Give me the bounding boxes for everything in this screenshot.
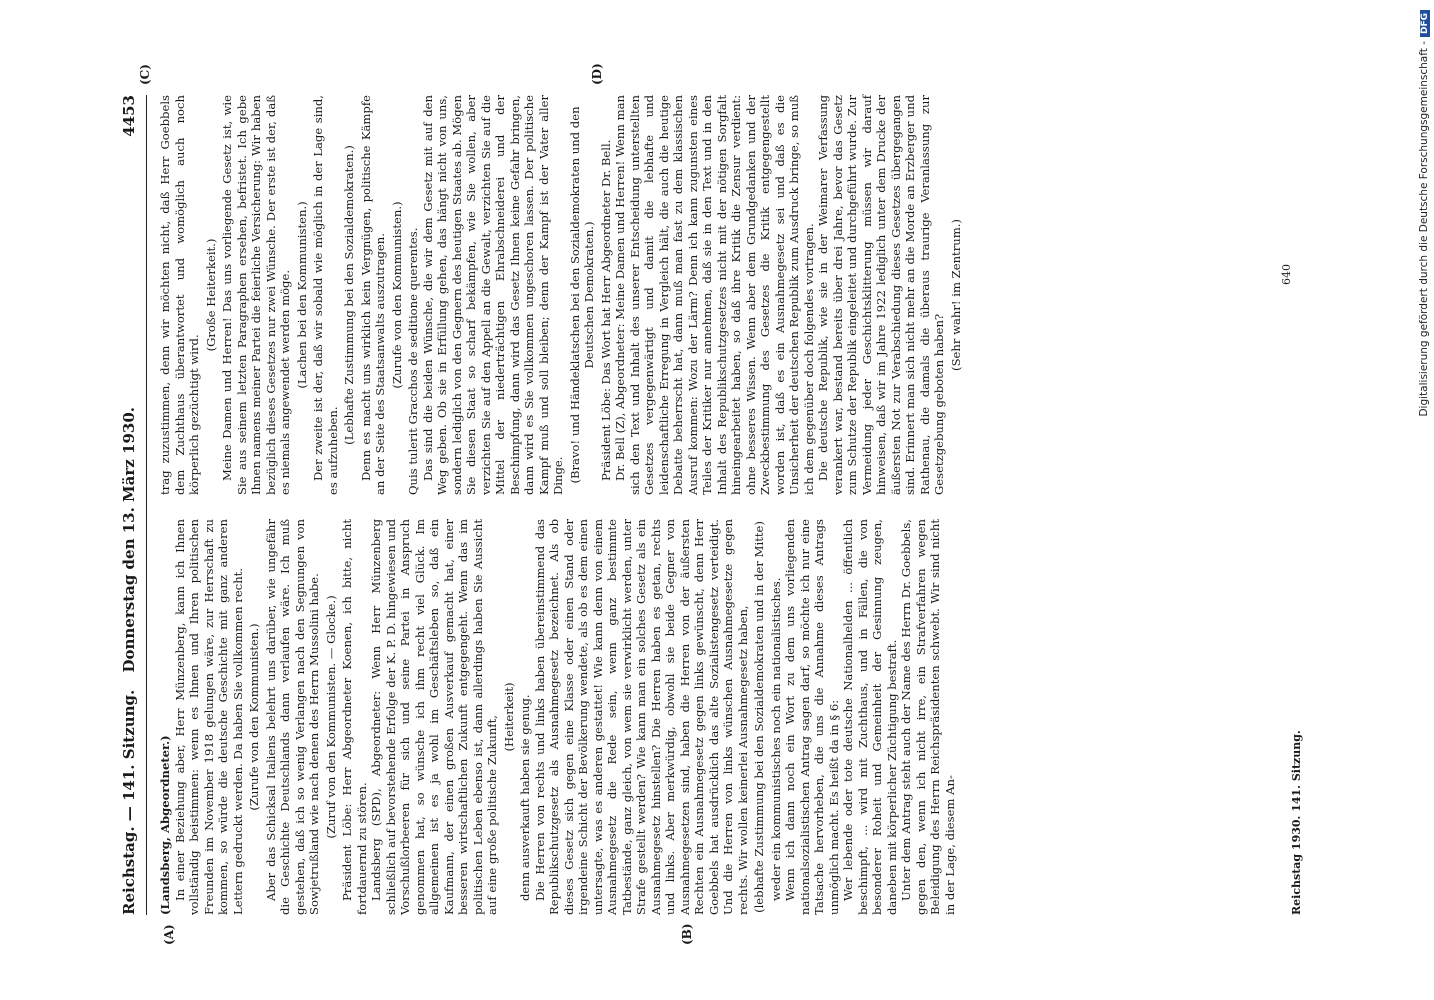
paragraph: In einer Beziehung aber, Herr Münzenberg, kann ich Ihnen vollständig beistimmen: wenn es Ihnen und Ihren politischen Freunden im November 1918 gelungen wäre, zur Herrschaft zu kommen, so würde die deutsche Geschichte mit ganz anderen Lettern gedruckt werden. Da haben Sie vollkommen recht. [172, 519, 245, 915]
paragraph: Die deutsche Republik, wie sie in der Weimarer Verfassung verankert war, bestand bereits über drei Jahre, bevor das Gesetz zum Schutze der Republik eingeleitet und durchgeführt wurde. Zur Vermeidung jeder Geschichtsklitterung müssen wir darauf hinweisen, daß wir im Jahre 1922 lediglich unter dem Drucke der äußersten Not zur Verabschiedung dieses Gesetzes übergegangen sind. Erinnert man sich nicht mehr an die Morde an Erzberger und Rathenau, die damals die überaus traurige Veranlassung zur Gesetzgebung geboten haben? [816, 95, 946, 495]
margin-marker-c: (C) [138, 64, 152, 85]
header-date-text: Donnerstag den 13. März 1930. [120, 407, 138, 673]
header-session [120, 407, 138, 915]
page-header [120, 95, 147, 915]
credit-text: Digitalisierung gefördert durch die Deutsche Forschungsgemeinschaft - [1418, 41, 1430, 417]
paragraph: Denn es macht uns wirklich kein Vergnügen, politische Kämpfe an der Seite des Staatsanwalts auszutragen. [358, 95, 387, 495]
interjection: (Lebhafte Zustimmung bei den Sozialdemokraten.) [342, 145, 356, 445]
paragraph: Präsident Löbe: Das Wort hat Herr Abgeordneter Dr. Bell. [598, 139, 613, 481]
page-number: 4453 [120, 95, 138, 137]
paragraph: Präsident Löbe: Herr Abgeordneter Koenen, ich bitte, nicht fortdauernd zu stören. [340, 519, 369, 915]
header-left-text: Reichstag. — 141. Sitzung. [120, 689, 138, 915]
margin-marker-a: (A) [162, 924, 176, 945]
interjection: (Zurufe von den Kommunisten.) [247, 623, 261, 811]
paragraph: Meine Damen und Herren! Das uns vorliegende Gesetz ist, wie Sie aus seinem letzten Paragraphen ersehen, befristet. Ich gebe Ihnen namens meiner Partei die feierliche Versicherung: Wir haben bezüglich dieses Gesetzes nur zwei Wünsche. Der erste ist der, daß es niemals angewendet werden möge. [220, 95, 292, 495]
interjection: (Bravo! und Händeklatschen bei den Sozialdemokraten und den Deutschen Demokraten.) [567, 106, 596, 484]
paragraph: Der zweite ist der, daß wir sobald wie möglich in der Lage sind, es aufzuheben. [311, 95, 340, 495]
paragraph: trag zuzustimmen, denn wir möchten nicht, daß Herr Goebbels dem Zuchthaus überantwortet und womöglich auch noch körperlich gezüchtigt wird. [158, 95, 201, 495]
paragraph: Dr. Bell (Z), Abgeordneter: Meine Damen und Herren! Wenn man sich den Text und Inhalt des unserer Entscheidung unterstellten Gesetzes vergegenwärtigt und damit die lebhafte und leidenschaftliche Erregung in Vergleich hält, die auch die heutige Debatte beherrscht hat, dann muß man fast zu dem klassischen Ausruf kommen: Wozu der Lärm? Denn ich kann zugunsten eines Teiles der Kritiker nur annehmen, daß sie in den Text und in den Inhalt des Republikschutzgesetzes nicht mit der nötigen Sorgfalt hineingearbeitet haben, so daß ihre Kritik die Zensur verdient: ohne besseres Wissen. Wenn aber dem Grundgedanken und der Zweckbestimmung des Gesetzes die Kritik entgegengestellt worden ist, daß es ein Ausnahmegesetz sei und daß es die Unsicherheit der deutschen Republik zum Ausdruck bringe, so muß ich dem gegenüber doch folgendes vortragen. [613, 95, 816, 495]
interjection: (Zuruf von den Kommunisten. — Glocke.) [323, 595, 338, 839]
interjection: (Sehr wahr! im Zentrum.) [948, 219, 963, 371]
speaker-heading: (Landsberg, Abgeordneter.) [158, 735, 172, 915]
paragraph: Die Herren von rechts und links haben übereinstimmend das Republikschutzgesetz als Ausnahmegesetz bezeichnet. Als ob dieses Gesetz sich gegen eine Klasse oder einen Stand oder irgendeine Schicht der Bevölkerung wendete, als ob es dem einen untersagte, was es anderen gestattet! Wie kann denn von einem Ausnahmegesetz die Rede sein, wenn ganz bestimmte Tatbestände, ganz gleich, von wem sie verwirklicht werden, unter Strafe gestellt werden? Wie kann man ein solches Gesetz als ein Ausnahmegesetz hinstellen? Die Herren haben es getan, rechts und links. Aber merkwürdig, obwohl sie beide Gegner von Ausnahmegesetzen sind, haben die Herren von der äußersten Rechten ein Ausnahmegesetz gegen links gewünscht, denn Herr Goebbels hat ausdrücklich das alte Sozialistengesetz verteidigt. Und die Herren von links wünschen Ausnahmegesetze gegen rechts. Wir wollen keinerlei Ausnahmegesetz haben, [532, 519, 750, 915]
paragraph: Landsberg (SPD), Abgeordneter: Wenn Herr Münzenberg schließlich auf bevorstehende Erfolge der K. P. D. hingewiesen und Vorschußlorbeeren für sich und seine Partei in Anspruch genommen hat, so wünsche ich ihm recht viel Glück. Im allgemeinen ist es ja wohl im Geschäftsleben so, daß ein Kaufmann, der einen großen Ausverkauf gemacht hat, einer besseren wirtschaftlichen Zukunft entgegengeht. Wenn das im politischen Leben ebenso ist, dann allerdings haben Sie Aussicht auf eine große politische Zukunft, [369, 519, 499, 915]
interjection: (Lachen bei den Kommunisten.) [294, 201, 309, 389]
digitization-credit [1418, 10, 1432, 990]
sheet-number: 640 [1280, 264, 1293, 285]
dfg-logo: DFG [1420, 10, 1430, 37]
paragraph: weder ein kommunistisches noch ein nationalistisches. [768, 577, 783, 901]
left-column [158, 519, 957, 915]
document-page [80, 45, 1350, 955]
paragraph: Wenn ich dann noch ein Wort zu dem uns vorliegenden nationalsozialistischen Antrag sagen darf, so möchte ich nur eine Tatsache hervorheben, die uns die Annahme dieses Antrags unmöglich macht. Es heißt da in § 6: [783, 519, 841, 915]
page-content [80, 63, 1340, 945]
right-column [158, 95, 965, 495]
paragraph: Aber das Schicksal Italiens belehrt uns darüber, wie ungefähr die Geschichte Deutschlands dann verlaufen wäre. Ich muß gestehen, daß ich so wenig Verlangen nach den Segnungen von Sowjetrußland wie nach denen des Herrn Mussolini habe. [263, 519, 321, 915]
paragraph: denn ausverkauft haben sie genug. [518, 694, 532, 901]
interjection: (Große Heiterkeit.) [203, 238, 218, 352]
margin-marker-d: (D) [590, 63, 604, 85]
paragraph: Unter dem Antrag steht auch der Name des Herrn Dr. Goebbels, gegen den, wenn ich nicht irre, ein Strafverfahren wegen Beleidigung des Herrn Reichspräsidenten schwebt. Wir sind nicht in der Lage, diesem An- [899, 519, 957, 915]
paragraph: Das sind die beiden Wünsche, die wir dem Gesetz mit auf den Weg geben. Ob sie in Erfüllung gehen, das hängt nicht von uns, sondern lediglich von den Gegnern des heutigen Staates ab. Mögen Sie diesen Staat so scharf bekämpfen, wie Sie wollen, aber verzichten Sie auf den Appell an die Gewalt, verzichten Sie auf die Mittel der niederträchtigen Ehrabschneiderei und der Beschimpfung, dann wird das Gesetz Ihnen keine Gefahr bringen, dann wird es Sie vollkommen ungeschoren lassen. Der politische Kampf muß und soll bleiben; denn der Kampf ist der Vater aller Dinge. [420, 95, 565, 495]
margin-marker-b: (B) [680, 923, 694, 945]
interjection: (Zurufe von den Kommunisten.) [389, 201, 404, 389]
interjection: (Heiterkeit) [501, 682, 516, 752]
interjection: (lebhafte Zustimmung bei den Sozialdemokraten und in der Mitte) [752, 521, 766, 913]
paragraph: Quis tulerit Gracchos de seditione querentes. [406, 227, 420, 495]
page-footer: Reichstag 1930. 141. Sitzung. [1290, 730, 1303, 915]
paragraph: Wer lebende oder tote deutsche Nationalhelden ... öffentlich beschimpft, ... wird mit Zuchthaus, und in Fällen, die von besonderer Roheit und Gemeinheit der Gesinnung zeugen, daneben mit körperlicher Züchtigung bestraft. [841, 519, 899, 915]
